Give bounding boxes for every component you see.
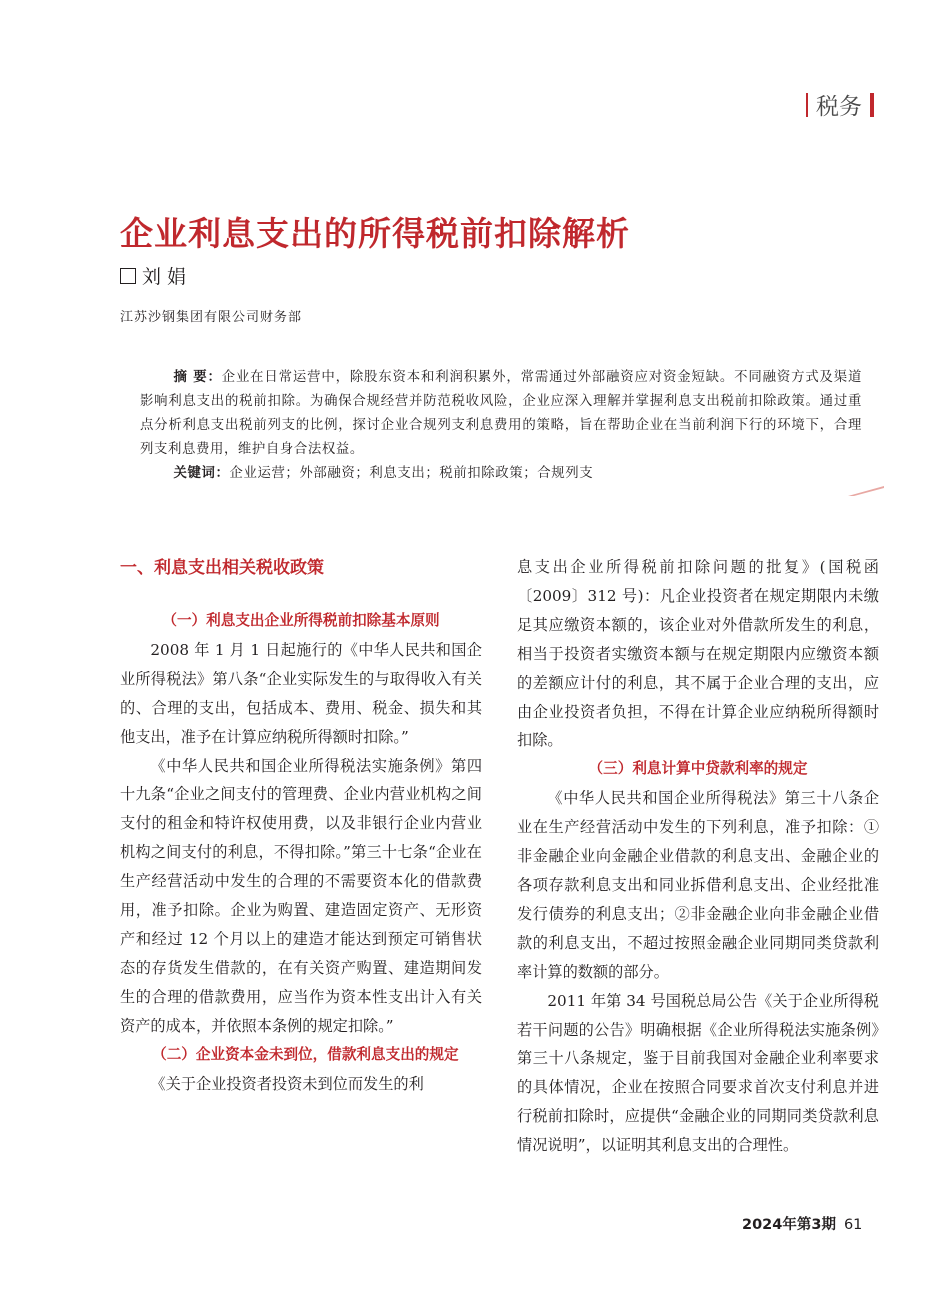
subsection-heading-1: （一）利息支出企业所得税前扣除基本原则	[162, 612, 440, 629]
body-paragraph: 《关于企业投资者投资未到位而发生的利	[150, 1074, 424, 1093]
body-paragraph-continued: 息支出企业所得税前扣除问题的批复》(国税函〔2009〕312 号)：凡企业投资者在规定期限内未缴足其应缴资本额的，该企业对外借款所发生的利息，相当于投资者实缴资本额与在规定期限内应缴资本额的差额应计付的利息，其不属于企业合理的支出，应由企业投资者负担，不得在计算企业应纳税所得额时扣除。	[517, 558, 879, 750]
page-footer	[742, 1213, 862, 1234]
abstract-block	[140, 366, 862, 486]
keywords-label: 关键词：	[173, 466, 230, 481]
affiliation: 江苏沙钢集团有限公司财务部	[120, 310, 303, 325]
section-heading-1: 一、利息支出相关税收政策	[120, 558, 324, 578]
body-paragraph: 《中华人民共和国企业所得税法》第三十八条企业在生产经营活动中发生的下列利息，准予扣除：①非金融企业向金融企业借款的利息支出、金融企业的各项存款利息支出和同业拆借利息支出、企业经批准发行债券的利息支出；②非金融企业向非金融企业借款的利息支出，不超过按照金融企业同期同类贷款利率计算的数额的部分。	[517, 789, 879, 981]
issue-label: 2024年第3期	[742, 1217, 836, 1233]
page-number: 61	[843, 1217, 863, 1233]
section-tag	[806, 88, 874, 121]
body-paragraph: 2011 年第 34 号国税总局公告《关于企业所得税若干问题的公告》明确根据《企业所得税法实施条例》第三十八条规定，鉴于目前我国对金融企业利率要求的具体情况，企业在按照合同要求首次支付利息并进行税前扣除时，应提供“金融企业的同期同类贷款利息情况说明”，以证明其利息支出的合理性。	[517, 991, 879, 1155]
left-column	[120, 553, 482, 1098]
author-box-icon	[120, 268, 136, 284]
corner-decoration-icon	[848, 486, 884, 496]
body-paragraph: 2008 年 1 月 1 日起施行的《中华人民共和国企业所得税法》第八条“企业实际发生的与取得收入有关的、合理的支出，包括成本、费用、税金、损失和其他支出，准予在计算应纳税所得额时扣除。”	[120, 640, 482, 746]
section-bar-left	[806, 93, 808, 117]
keywords-paragraph	[140, 462, 862, 486]
abstract-paragraph	[140, 366, 862, 462]
abstract-label: 摘 要：	[173, 370, 222, 385]
author-name: 刘 娟	[142, 266, 187, 288]
section-label: 税务	[816, 94, 862, 120]
author-line	[120, 262, 186, 289]
subsection-heading-3: （三）利息计算中贷款利率的规定	[588, 760, 808, 778]
body-paragraph: 《中华人民共和国企业所得税法实施条例》第四十九条“企业之间支付的管理费、企业内营业机构之间支付的租金和特许权使用费，以及非银行企业内营业机构之间支付的利息，不得扣除。”第三十七条“企业在生产经营活动中发生的合理的不需要资本化的借款费用，准予扣除。企业为购置、建造固定资产、无形资产和经过 12 个月以上的建造才能达到预定可销售状态的存货发生借款的，在有关资产购置、建造期间发生的合理的借款费用，应当作为资本性支出计入有关资产的成本，并依照本条例的规定扣除。”	[120, 756, 482, 1035]
right-column	[517, 553, 879, 1160]
article-title: 企业利息支出的所得税前扣除解析	[120, 214, 630, 253]
section-bar-right	[870, 93, 874, 117]
abstract-text: 企业在日常运营中，除股东资本和利润积累外，常需通过外部融资应对资金短缺。不同融资方式及渠道影响利息支出的税前扣除。为确保合规经营并防范税收风险，企业应深入理解并掌握利息支出税前扣除政策。通过重点分析利息支出税前列支的比例，探讨企业合规列支利息费用的策略，旨在帮助企业在当前利润下行的环境下，合理列支利息费用，维护自身合法权益。	[140, 370, 863, 457]
subsection-heading-2: （二）企业资本金未到位，借款利息支出的规定	[152, 1045, 459, 1063]
keywords-text: 企业运营；外部融资；利息支出；税前扣除政策；合规列支	[229, 466, 594, 481]
